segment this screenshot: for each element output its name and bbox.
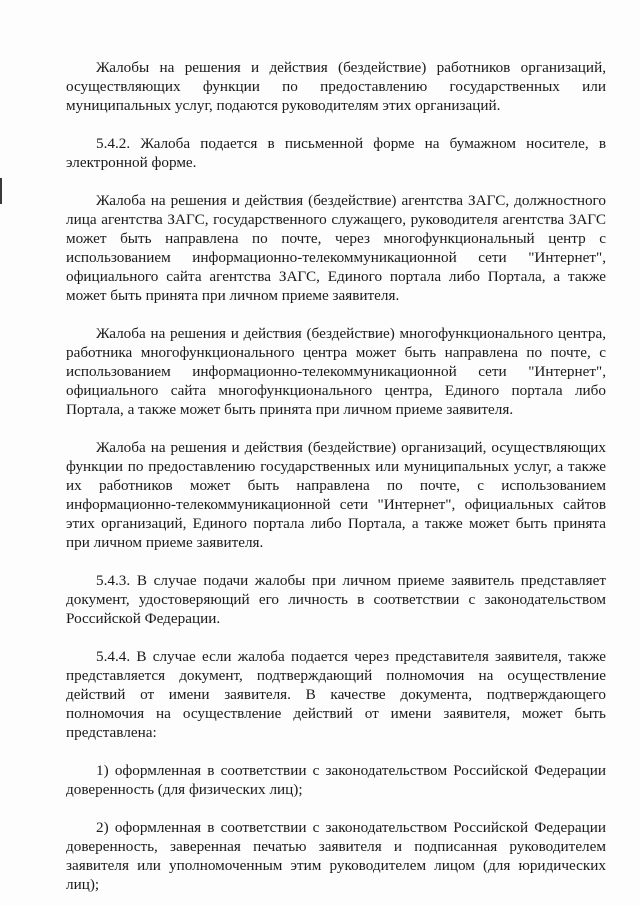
paragraph-complaints-organizations-employees: Жалобы на решения и действия (бездействие) работников организаций, осуществляющих функции по предоставлению государственных или муниципальных услуг, подаются руководителям этих организаций. <box>66 59 606 114</box>
paragraph-complaint-zags: Жалоба на решения и действия (бездействие) агентства ЗАГС, должностного лица агентства ЗАГС, государственного служащего, руководителя агентства ЗАГС может быть направлена по почте, через многофункциональный центр с использованием информационно-телекоммуникационной сети "Интернет", официального сайта агентства ЗАГС, Единого портала либо Портала, а также может быть принята при личном приеме заявителя. <box>66 192 606 304</box>
list-item-1: 1) оформленная в соответствии с законодательством Российской Федерации доверенность (для физических лиц); <box>66 762 606 798</box>
paragraph-5-4-4: 5.4.4. В случае если жалоба подается через представителя заявителя, также представляется документ, подтверждающий полномочия на осуществление действий от имени заявителя. В качестве документа, подтверждающего полномочия на осуществление действий от имени заявителя, может быть представлена: <box>66 648 606 741</box>
list-item-2: 2) оформленная в соответствии с законодательством Российской Федерации доверенность, заверенная печатью заявителя и подписанная руководителем заявителя или уполномоченным этим руководителем лицом (для юридических лиц); <box>66 819 606 893</box>
paragraph-5-4-2: 5.4.2. Жалоба подается в письменной форме на бумажном носителе, в электронной форме. <box>66 135 606 171</box>
paragraph-complaint-organizations: Жалоба на решения и действия (бездействие) организаций, осуществляющих функции по предоставлению государственных или муниципальных услуг, а также их работников может быть направлена по почте, с использованием информационно-телекоммуникационной сети "Интернет", официальных сайтов этих организаций, Единого портала либо Портала, а также может быть принята при личном приеме заявителя. <box>66 439 606 551</box>
paragraph-5-4-3: 5.4.3. В случае подачи жалобы при личном приеме заявитель представляет документ, удостоверяющий его личность в соответствии с законодательством Российской Федерации. <box>66 572 606 627</box>
scan-edge-mark <box>0 178 2 204</box>
document-body <box>66 58 606 913</box>
paragraph-complaint-mfc: Жалоба на решения и действия (бездействие) многофункционального центра, работника многофункционального центра может быть направлена по почте, с использованием информационно-телекоммуникационной сети "Интернет", официального сайта многофункционального центра, Единого портала либо Портала, а также может быть принята при личном приеме заявителя. <box>66 325 606 418</box>
